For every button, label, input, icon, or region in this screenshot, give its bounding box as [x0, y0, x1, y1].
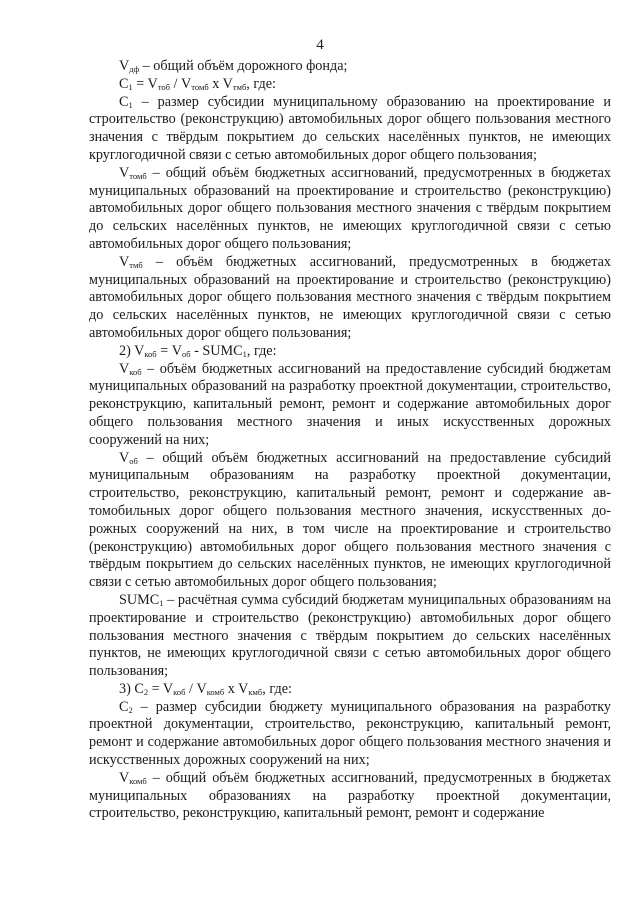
- text-run: V: [119, 253, 130, 270]
- text-run: V: [119, 58, 130, 74]
- text-run: – объём бюджетных ассигнований, предусмотренных в бюджетах муниципальных образований на проектирование и строительство (реконструкцию) автомобильных дорог общего пользования местного значения с твёрдым покрытием до сельских населённых пунктов, не имеющих круглогодичной связи с сетью автомобильных дорог общего пользования;: [89, 253, 611, 341]
- subscript: об: [181, 348, 191, 359]
- subscript: об: [129, 455, 138, 466]
- text-run: – общий объём бюджетных ассигнований на предоставление субсидий муниципальным образованиям на разработку проектной документации, строительство, реконструкцию, капитальный ремонт, ремонт и содержание автомобильных дорог общего пользования местного значения, искусственных дорожных сооружений на них, в том числе на проектирование и строительство (реконструкцию) автомобильных дорог общего пользования местного значения с твёрдым покрытием до сельских населённых пунктов, не имеющих круглогодичной связи с сетью автомобильных дорог общего пользования;: [89, 449, 611, 591]
- document-body: [89, 58, 611, 823]
- subscript: томб: [129, 170, 147, 181]
- subscript: тмб: [232, 81, 247, 92]
- subscript: 2: [143, 686, 149, 697]
- text-run: = V: [132, 75, 158, 92]
- subscript: коб: [129, 366, 142, 377]
- subscript: томб: [191, 81, 209, 92]
- text-run: V: [119, 360, 130, 377]
- text-run: C: [119, 93, 129, 110]
- text-run: / V: [185, 680, 207, 697]
- text-run: / V: [170, 75, 192, 92]
- text-run: – объём бюджетных ассигнований на предоставление субсидий бюджетам муниципальных образований на разработку проектной документации, строительство, реконструкцию, капитальный ремонт, ремонт и содержание автомобильных дорог общего пользования местного значения и иных искусственных дорожных сооружений на них;: [89, 360, 611, 448]
- subscript: 1: [242, 348, 247, 359]
- paragraph: [89, 770, 611, 823]
- paragraph: [89, 76, 611, 94]
- subscript: 1: [128, 81, 133, 92]
- paragraph: [89, 592, 611, 681]
- paragraph: [89, 361, 611, 450]
- text-run: C: [119, 75, 129, 92]
- paragraph: [89, 165, 611, 254]
- subscript: 1: [128, 99, 133, 110]
- text-run: – размер субсидии муниципальному образованию на проектирование и строительство (реконструкцию) автомобильных дорог общего пользования местного значения с твёрдым покрытием до сельских населённых пунктов, не имеющих круглогодичной связи с сетью автомобильных дорог общего пользования;: [89, 93, 611, 163]
- paragraph: [89, 450, 611, 592]
- text-run: V: [119, 449, 130, 466]
- paragraph: [89, 254, 611, 343]
- paragraph: [89, 94, 611, 165]
- text-run: – общий объём бюджетных ассигнований, предусмотренных в бюджетах муниципальных образований на проектирование и строительство (реконструкцию) автомобильных дорог общего пользования местного значения с твёрдым покрытием до сельских населённых пунктов, не имеющих круглогодичной связи с сетью автомобильных дорог общего пользования;: [89, 164, 611, 252]
- text-run: C: [119, 698, 129, 715]
- text-run: SUMC: [119, 591, 160, 608]
- subscript: тмб: [129, 259, 143, 270]
- text-run: x V: [208, 75, 233, 92]
- text-run: , где:: [246, 75, 276, 92]
- text-run: – расчётная сумма субсидий бюджетам муниципальных образованиям на проектирование и строительство (реконструкцию) автомобильных дорог общего пользования местного значения с твёрдым покрытием до сельских населённых пунктов, не имеющих круглогодичной связи с сетью автомобильных дорог общего пользования;: [89, 591, 611, 680]
- subscript: тоб: [157, 81, 170, 92]
- subscript: дф: [129, 64, 140, 74]
- text-run: V: [119, 164, 130, 181]
- text-run: – общий объём дорожного фонда;: [139, 58, 348, 74]
- text-run: – размер субсидии бюджету муниципального образования на разработку проектной документации, строительство, реконструкцию, капитальный ремонт, ремонт и содержание автомобильных дорог общего пользования местного значения и искусственных дорожных сооружений на них;: [89, 698, 611, 769]
- text-run: x V: [224, 680, 249, 697]
- text-run: 3) C: [119, 680, 144, 697]
- paragraph: [89, 58, 611, 76]
- text-run: = V: [148, 680, 174, 697]
- text-run: – общий объём бюджетных ассигнований, предусмотренных в бюджетах муниципальных образованиях на разработку проектной документации, строительство, реконструкцию, капитальный ремонт, ремонт и содержание: [89, 769, 611, 822]
- subscript: 2: [128, 704, 133, 715]
- page-number: 4: [316, 37, 324, 53]
- text-run: = V: [156, 342, 182, 359]
- text-run: V: [119, 769, 130, 786]
- text-run: , где:: [246, 342, 277, 359]
- subscript: коб: [173, 686, 186, 697]
- subscript: 1: [159, 597, 164, 608]
- subscript: кмб: [248, 686, 263, 697]
- text-run: 2) V: [119, 342, 145, 359]
- subscript: комб: [206, 686, 225, 697]
- paragraph: [89, 343, 611, 361]
- text-run: - SUMC: [190, 342, 243, 359]
- subscript: коб: [144, 348, 157, 359]
- text-run: , где:: [262, 680, 292, 697]
- paragraph: [89, 681, 611, 699]
- paragraph: [89, 699, 611, 770]
- subscript: комб: [129, 775, 147, 786]
